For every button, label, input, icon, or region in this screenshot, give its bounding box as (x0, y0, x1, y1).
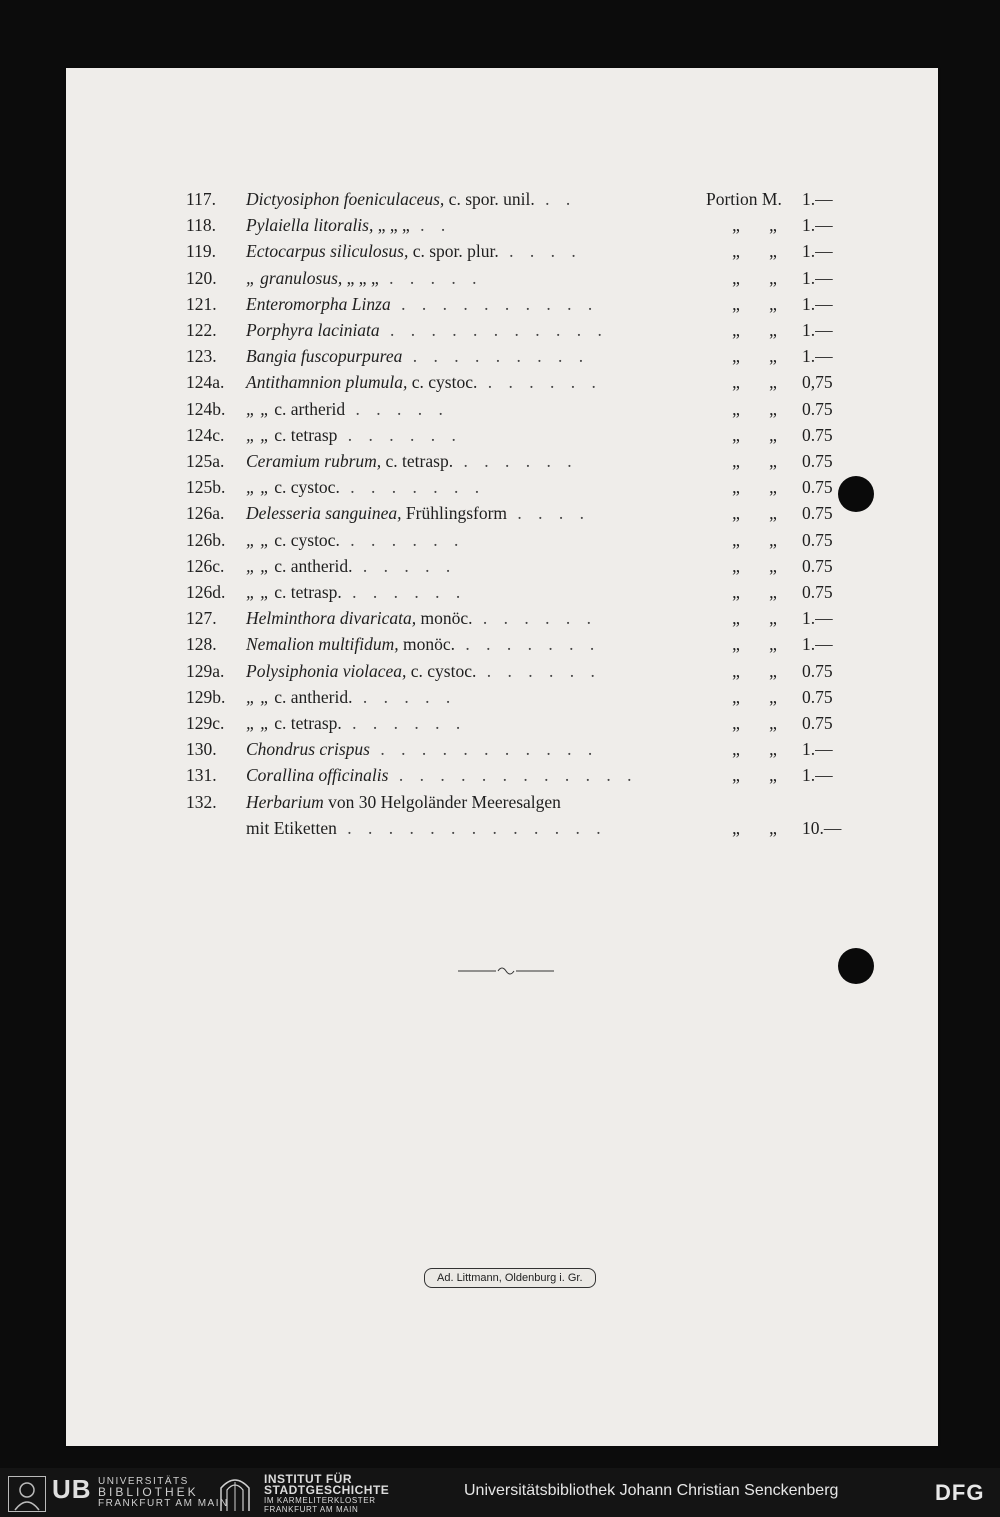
leader-dots: . . . . . (352, 686, 457, 707)
leader-dots: . . . . . . . (455, 634, 601, 655)
species-name (246, 500, 590, 526)
entry-detail: monöc. (416, 608, 473, 629)
entry-detail: c. cystoc. (407, 372, 478, 393)
entry-number: 124c. (186, 424, 225, 445)
inst-line4: FRANKFURT AM MAIN (264, 1505, 359, 1514)
unit-label: „ (732, 817, 740, 838)
leader-dots: . . . . . . . (339, 477, 486, 498)
unit-label: „ (732, 267, 740, 288)
species-name (246, 553, 456, 579)
unit-ditto: „ (769, 555, 777, 576)
entry-detail: monöc. (398, 634, 456, 655)
punch-hole-lower (838, 948, 874, 984)
unit-label: „ (732, 608, 740, 629)
entry-number: 130. (186, 739, 217, 760)
entry-number: 131. (186, 765, 217, 786)
species-name (246, 317, 608, 343)
entry-detail: c. tetrasp. (269, 713, 342, 733)
list-item (66, 553, 938, 579)
entry-detail: mit Etiketten (246, 817, 337, 838)
entry-detail: c. spor. unil. (444, 189, 535, 209)
list-item (66, 684, 938, 710)
ub-portrait-icon (8, 1476, 46, 1512)
entry-number: 127. (186, 608, 217, 629)
species-name-italic: „ „ (246, 582, 270, 602)
unit-ditto: „ (769, 320, 777, 340)
species-name (246, 422, 462, 448)
leader-dots: . . . . . . . . . . (390, 293, 599, 314)
entry-number: 118. (186, 215, 216, 236)
price: 1.— (802, 765, 833, 786)
species-name (246, 579, 466, 605)
entry-number: 120. (186, 267, 217, 288)
leader-dots: . . . . . . . . . . . . . (336, 817, 607, 838)
unit-ditto: „ (769, 765, 777, 786)
unit-label: „ (732, 634, 740, 655)
list-item (66, 343, 938, 369)
entry-detail: von 30 Helgoländer Meeresalgen (323, 791, 561, 812)
species-name-italic: Antithamnion plumula, (246, 372, 408, 393)
list-item (66, 736, 938, 762)
entry-number: 126c. (186, 555, 225, 576)
entry-detail: c. antherid. (269, 686, 353, 707)
leader-dots: . . . . . . (341, 713, 467, 733)
unit-ditto: „ (769, 241, 777, 262)
list-item (66, 631, 938, 657)
document-page (66, 68, 938, 1446)
leader-dots: . . . . . . . . . (402, 346, 590, 367)
unit-label: „ (732, 739, 740, 760)
unit-ditto: „ (769, 660, 777, 681)
leader-dots: . . (409, 215, 452, 236)
entry-number: 125b. (186, 477, 226, 498)
species-name (246, 186, 576, 212)
list-item (66, 238, 938, 264)
price: 10.— (802, 817, 842, 838)
species-name-italic: „ „ (246, 398, 270, 419)
price: 1.— (802, 267, 833, 288)
unit-ditto: „ (769, 424, 777, 445)
species-name (246, 605, 597, 631)
species-name-italic: Chondrus crispus (246, 739, 370, 760)
price-list (66, 68, 938, 1446)
species-name (246, 212, 451, 238)
price: 1.— (802, 320, 833, 340)
unit-label: „ (732, 320, 740, 340)
species-name-italic: „ „ (246, 686, 270, 707)
list-item (66, 265, 938, 291)
unit-label: „ (732, 346, 740, 367)
species-name (246, 815, 607, 841)
species-name (246, 474, 485, 500)
entry-number: 129a. (186, 660, 225, 681)
leader-dots: . . . . . . . . . . . . (388, 765, 638, 786)
entry-detail: c. cystoc. (269, 477, 340, 498)
list-item (66, 605, 938, 631)
species-name-italic: „ „ (246, 424, 270, 445)
unit-ditto: „ (769, 267, 777, 288)
unit-ditto: „ (769, 529, 777, 550)
price: 0.75 (802, 503, 833, 524)
ub-mark: UB (52, 1474, 92, 1504)
leader-dots: . . . . . . (476, 660, 601, 681)
list-item (66, 317, 938, 343)
species-name-italic: Herbarium (246, 791, 324, 812)
entry-number: 117. (186, 189, 216, 209)
price: 0.75 (802, 555, 833, 576)
price: 1.— (802, 739, 833, 760)
species-name (246, 658, 601, 684)
footer-bar (0, 1468, 1000, 1517)
species-name-italic: Polysiphonia violacea, (246, 660, 407, 681)
leader-dots: . . (534, 189, 577, 209)
entry-number: 119. (186, 241, 216, 262)
leader-dots: . . . . . . (477, 372, 602, 393)
ub-line3: FRANKFURT AM MAIN (98, 1498, 229, 1509)
list-item (66, 396, 938, 422)
entry-detail: c. cystoc. (269, 529, 340, 550)
list-item (66, 789, 938, 815)
species-name (246, 710, 466, 736)
unit-label: „ (732, 424, 740, 445)
leader-dots: . . . . (507, 503, 591, 524)
species-name-italic: Delesseria sanguinea, (246, 503, 402, 524)
price: 1.— (802, 215, 833, 236)
unit-ditto: „ (769, 817, 777, 838)
entry-number: 126b. (186, 529, 226, 550)
unit-ditto: „ (769, 686, 777, 707)
unit-label: „ (732, 215, 740, 236)
ub-line2: BIBLIOTHEK (98, 1485, 199, 1499)
price: 0.75 (802, 686, 833, 707)
inst-line2: STADTGESCHICHTE (264, 1483, 390, 1497)
unit-label: „ (732, 713, 740, 733)
species-name-italic: Corallina officinalis (246, 765, 389, 786)
species-name (246, 631, 600, 657)
list-item (66, 710, 938, 736)
species-name (246, 291, 598, 317)
leader-dots: . . . . . . . . . . . (369, 739, 599, 760)
price: 0,75 (802, 372, 833, 393)
species-name (246, 265, 482, 291)
unit-ditto: „ (769, 477, 777, 498)
entry-detail: c. antherid. (269, 555, 353, 576)
entry-number: 125a. (186, 451, 225, 471)
unit-label: „ (732, 529, 740, 550)
price: 1.— (802, 608, 833, 629)
unit-label: „ (732, 582, 740, 602)
list-item (66, 474, 938, 500)
entry-number: 128. (186, 634, 217, 655)
price: 1.— (802, 293, 833, 314)
entry-detail: c. tetrasp. (269, 582, 342, 602)
price: 0.75 (802, 660, 833, 681)
entry-detail: c. tetrasp (269, 424, 338, 445)
price: 1.— (802, 189, 833, 209)
species-name (246, 343, 589, 369)
leader-dots: . . . . . . (341, 582, 467, 602)
species-name-italic: „ granulosus, (246, 267, 343, 288)
institute-arch-icon (218, 1474, 252, 1512)
entry-detail: c. artherid (269, 398, 346, 419)
entry-number: 126a. (186, 503, 225, 524)
species-name-italic: Ceramium rubrum, (246, 451, 382, 471)
unit-ditto: „ (769, 503, 777, 524)
list-item (66, 422, 938, 448)
entry-number: 124b. (186, 398, 226, 419)
leader-dots: . . . . . . (453, 451, 578, 471)
list-item (66, 527, 938, 553)
entry-number: 121. (186, 293, 217, 314)
unit-ditto: „ (769, 608, 777, 629)
species-name-italic: „ „ (246, 477, 270, 498)
list-item (66, 212, 938, 238)
species-name (246, 762, 637, 788)
entry-number: 129b. (186, 686, 226, 707)
price: 0.75 (802, 582, 833, 602)
species-name-italic: Ectocarpus siliculosus, (246, 241, 409, 262)
leader-dots: . . . . . . (337, 424, 462, 445)
unit-ditto: „ (769, 293, 777, 314)
unit-label: „ (732, 372, 740, 393)
species-name-italic: „ „ (246, 529, 270, 550)
unit-ditto: „ (769, 739, 777, 760)
species-name (246, 369, 602, 395)
species-name-italic: Bangia fuscopurpurea (246, 346, 403, 367)
species-name (246, 448, 578, 474)
unit-ditto: „ (769, 634, 777, 655)
list-item (66, 579, 938, 605)
species-name-italic: „ „ (246, 555, 270, 576)
price: 0.75 (802, 713, 833, 733)
leader-dots: . . . . . (352, 555, 457, 576)
species-name (246, 789, 561, 815)
unit-ditto: „ (769, 713, 777, 733)
price: 0.75 (802, 398, 833, 419)
price: 1.— (802, 634, 833, 655)
list-item (66, 448, 938, 474)
unit-label: „ (732, 241, 740, 262)
species-name-italic: Porphyra laciniata (246, 320, 380, 340)
ornament-divider (456, 964, 556, 978)
entry-number: 132. (186, 791, 217, 812)
species-name (246, 238, 582, 264)
species-name (246, 684, 456, 710)
unit-ditto: „ (769, 346, 777, 367)
species-name-italic: „ „ (246, 713, 270, 733)
ub-line1: UNIVERSITÄTS (98, 1476, 189, 1487)
unit-ditto: „ (769, 372, 777, 393)
list-item (66, 762, 938, 788)
unit-ditto: „ (769, 451, 777, 471)
unit-label: „ (732, 686, 740, 707)
list-item (66, 186, 938, 212)
owner-library: Universitätsbibliothek Johann Christian Senckenberg (464, 1482, 839, 1499)
unit-label: „ (732, 765, 740, 786)
species-name-italic: Helminthora divaricata, (246, 608, 417, 629)
unit-label: Portion M. (706, 189, 782, 209)
unit-label: „ (732, 503, 740, 524)
unit-ditto: „ (769, 398, 777, 419)
punch-hole-upper (838, 476, 874, 512)
species-name-italic: Pylaiella litoralis, (246, 215, 374, 236)
institute-name (264, 1474, 389, 1514)
unit-ditto: „ (769, 215, 777, 236)
species-name-italic: Nemalion multifidum, (246, 634, 399, 655)
list-item (66, 815, 938, 841)
list-item (66, 500, 938, 526)
price: 1.— (802, 346, 833, 367)
inst-line1: INSTITUT FÜR (264, 1472, 352, 1486)
list-item (66, 658, 938, 684)
entry-number: 122. (186, 320, 217, 340)
price: 0.75 (802, 424, 833, 445)
entry-detail: c. cystoc. (406, 660, 477, 681)
unit-ditto: „ (769, 582, 777, 602)
leader-dots: . . . . . . (339, 529, 465, 550)
inst-line3: IM KARMELITERKLOSTER (264, 1496, 376, 1505)
entry-number: 123. (186, 346, 217, 367)
printer-mark: Ad. Littmann, Oldenburg i. Gr. (424, 1268, 596, 1288)
list-item (66, 369, 938, 395)
price: 0.75 (802, 451, 833, 471)
entry-detail: c. tetrasp. (381, 451, 454, 471)
species-name (246, 527, 464, 553)
list-item (66, 291, 938, 317)
unit-label: „ (732, 398, 740, 419)
leader-dots: . . . . . (345, 398, 449, 419)
ub-name (98, 1476, 229, 1509)
price: 1.— (802, 241, 833, 262)
dfg-logo: DFG (935, 1480, 985, 1505)
unit-label: „ (732, 451, 740, 471)
entry-detail: Frühlingsform (401, 503, 508, 524)
entry-detail: „ „ „ (342, 267, 379, 288)
price: 0.75 (802, 529, 833, 550)
species-name (246, 396, 449, 422)
species-name-italic: Enteromorpha Linza (246, 293, 391, 314)
unit-label: „ (732, 555, 740, 576)
species-name (246, 736, 598, 762)
species-name-italic: Dictyosiphon foeniculaceus, (246, 189, 445, 209)
price: 0.75 (802, 477, 833, 498)
leader-dots: . . . . (498, 241, 582, 262)
unit-label: „ (732, 293, 740, 314)
entry-number: 124a. (186, 372, 225, 393)
entry-number: 126d. (186, 582, 226, 602)
leader-dots: . . . . . . . . . . . (379, 320, 608, 340)
entry-detail: „ „ „ (373, 215, 410, 236)
leader-dots: . . . . . . (472, 608, 598, 629)
unit-label: „ (732, 660, 740, 681)
leader-dots: . . . . . (378, 267, 483, 288)
entry-number: 129c. (186, 713, 225, 733)
unit-label: „ (732, 477, 740, 498)
entry-detail: c. spor. plur. (408, 241, 499, 262)
